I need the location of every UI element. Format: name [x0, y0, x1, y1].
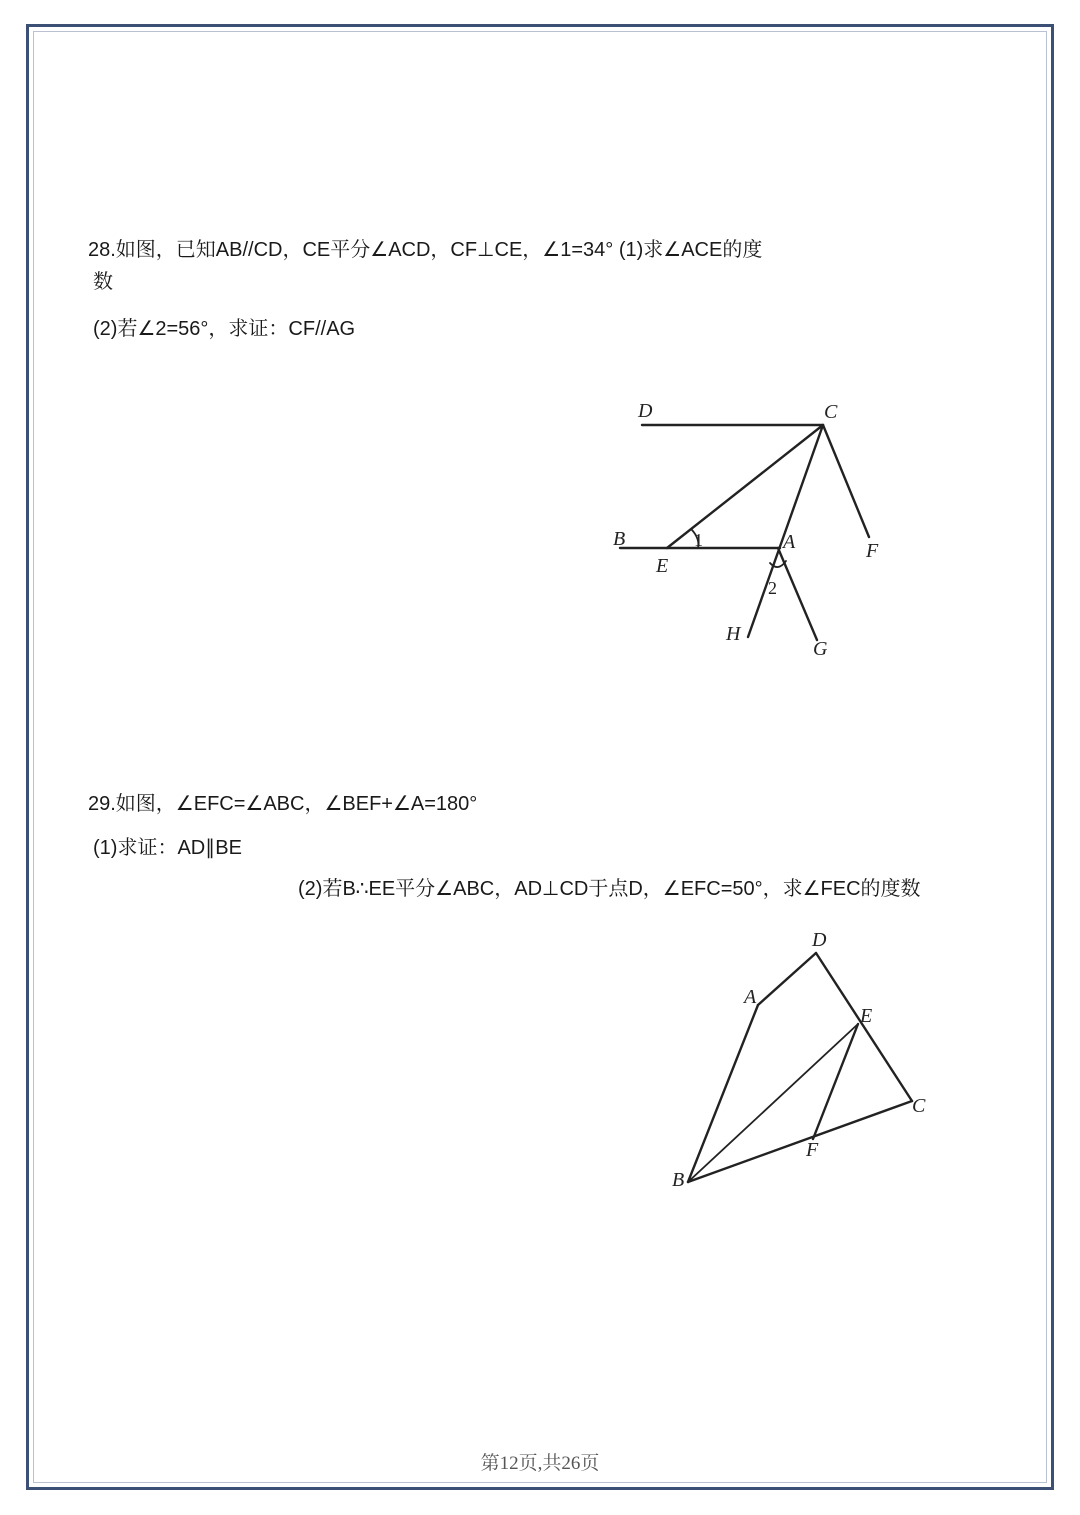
point-c-label: C [824, 401, 838, 423]
point-f-label: F [866, 540, 879, 562]
line-ad [758, 953, 816, 1005]
question-29-stem: 29.如图，∠EFC=∠ABC，∠BEF+∠A=180° [88, 793, 478, 815]
point-a-label: A [744, 986, 757, 1008]
point-c-label: C [912, 1095, 926, 1117]
point-b-label: B [672, 1169, 685, 1191]
angle-2-label: 2 [768, 578, 777, 598]
angle-1-label: 1 [694, 530, 703, 550]
question-28-stem-continuation: 数 [93, 271, 113, 293]
point-d-label: D [812, 929, 827, 951]
point-g-label: G [813, 638, 828, 660]
page-number: 第12页,共26页 [480, 1453, 600, 1474]
line-be [688, 1024, 858, 1182]
point-h-label: H [726, 623, 741, 645]
line-bc [688, 1101, 912, 1182]
line-dc [816, 953, 912, 1101]
point-a-label: A [783, 531, 796, 553]
point-b-label: B [613, 528, 626, 550]
point-f-label: F [806, 1139, 819, 1161]
point-e-label: E [656, 555, 669, 577]
question-29-part-1: (1)求证：AD∥BE [93, 837, 242, 859]
point-d-label: D [638, 400, 653, 422]
question-29-part-2: (2)若B∴EE平分∠ABC，AD⊥CD于点D，∠EFC=50°，求∠FEC的度数 [298, 878, 921, 900]
question-28-stem: 28.如图，已知AB//CD，CE平分∠ACD，CF⊥CE，∠1=34° (1)求∠ACE的度 [88, 239, 763, 261]
point-e-label: E [860, 1005, 873, 1027]
line-ba [688, 1005, 758, 1182]
question-28-part-2: (2)若∠2=56°，求证：CF//AG [93, 318, 356, 340]
